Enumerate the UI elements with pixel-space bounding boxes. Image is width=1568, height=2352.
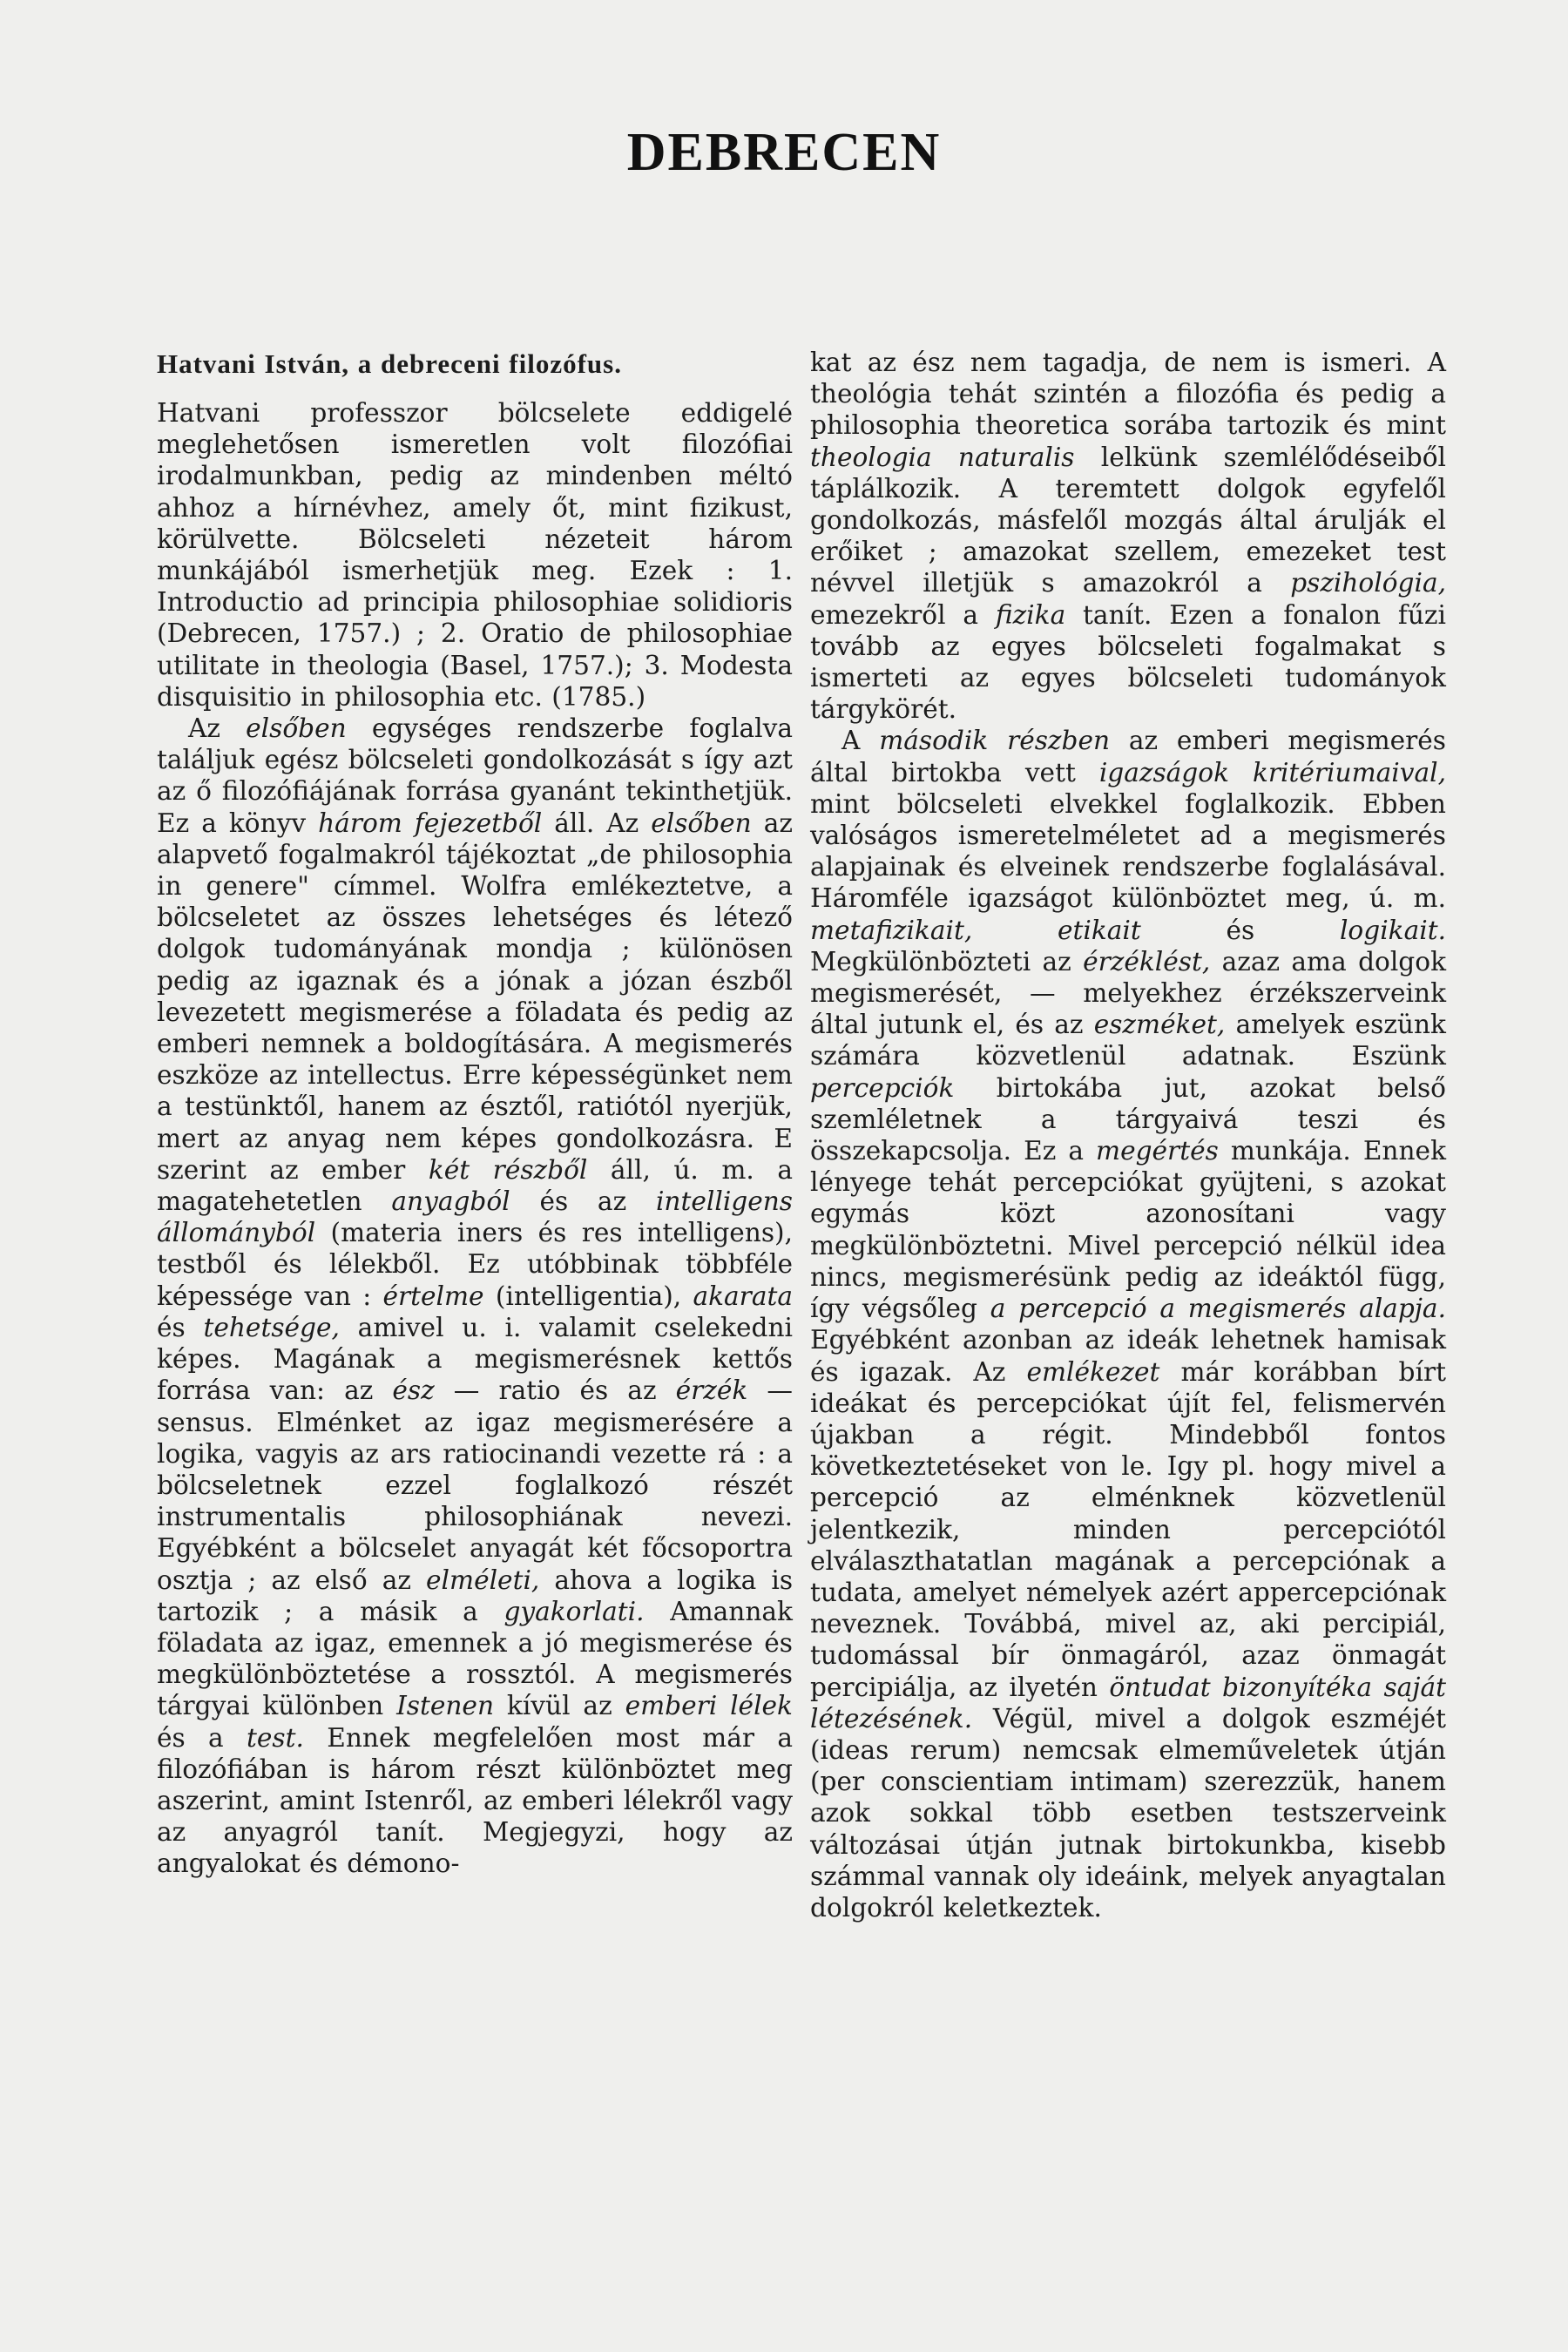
paragraph: Hatvani professzor bölcselete eddigelé meglehetősen ismeretlen volt filozófiai irodalmunkban, pedig az mindenben méltó ahhoz a hírnévhez, amely őt, mint fizikust, körülvette. Bölcseleti nézeteit három munkájából ismerhetjük meg. Ezek : 1. Introductio ad principia philosophiae solidioris (Debrecen, 1757.) ; 2. Oratio de philosophiae utilitate in theologia (Basel, 1757.); 3. Modesta disquisitio in philosophia etc. (1785.) [157,398,793,712]
paragraph: Az elsőben egységes rendszerbe foglalva találjuk egész bölcseleti gondolkozását s így azt az ő filozófiájának forrása gyanánt tekinthetjük. Ez a könyv három fejezetből áll. Az elsőben az alapvető fogalmakról tájékoztat „de philosophia in genere" címmel. Wolfra emlékeztetve, a bölcseletet az összes lehetséges és létező dolgok tudományának mondja ; különösen pedig az igaznak és a jónak a józan észből levezetett megismerése a föladata és pedig az emberi nemnek a boldogítására. A megismerés eszköze az intellectus. Erre képességünket nem a testünktől, hanem az észtől, ratiótól nyerjük, mert az anyag nem képes gondolkozásra. E szerint az ember két részből áll, ú. m. a magatehetetlen anyagból és az intelligens állományból (materia iners és res intelligens), testből és lélekből. Ez utóbbinak többféle képessége van : értelme (intelligentia), akarata és tehetsége, amivel u. i. valamit cselekedni képes. Magának a megismerésnek kettős forrása van: az ész — ratio és az érzék — sensus. Elménket az igaz megismerésére a logika, vagyis az ars ratiocinandi vezette rá : a bölcseletnek ezzel foglalkozó részét instrumentalis philosophiának nevezi. Egyébként a bölcselet anyagát két főcsoportra osztja ; az első az elméleti, ahova a logika is tartozik ; a másik a gyakorlati. Amannak föladata az igaz, emennek a jó megismerése és megkülönböztetése a rossztól. A megismerés tárgyai különben Istenen kívül az emberi lélek és a test. Ennek megfelelően most már a filozófiában is három részt különböztet meg aszerint, amint Istenről, az emberi lélekről vagy az anyagról tanít. Megjegyzi, hogy az angyalokat és démono- [157,713,794,1879]
paragraph: kat az ész nem tagadja, de nem is ismeri. A theológia tehát szintén a filozófia és pedig a philosophia theoretica sorába tartozik és mint theologia naturalis lelkünk szemlélődéseiből táplálkozik. A teremtett dolgok egyfelől gondolkozás, másfelől mozgás által árulják el erőiket ; amazokat szellem, emezeket test névvel illetjük s amazokról a pszihológia, emezekről a fizika tanít. Ezen a fonalon fűzi tovább az egyes bölcseleti fogalmakat s ismerteti az egyes bölcseleti tudományok tárgykörét. [810,348,1446,725]
right-column [810,347,1446,1923]
left-column [157,347,793,1880]
page-header-title: DEBRECEN [626,123,942,182]
paragraph: A második részben az emberi megismerés által birtokba vett igazságok kritériumaival, mint bölcseleti elvekkel foglalkozik. Ebben valóságos ismeretelméletet ad a megismerés alapjainak és elveinek rendszerbe foglalásával. Háromféle igazságot különböztet meg, ú. m. metafizikait, etikait és logikait. Megkülönbözteti az érzéklést, azaz ama dolgok megismerését, — melyekhez érzékszerveink által jutunk el, és az eszméket, amelyek eszünk számára közvetlenül adatnak. Eszünk percepciók birtokába jut, azokat belső szemléletnek a tárgyaivá teszi és összekapcsolja. Ez a megértés munkája. Ennek lényege tehát percepciókat gyüjteni, s azokat egymás közt azonosítani vagy megkülönböztetni. Mivel percepció nélkül idea nincs, megismerésünk pedig az ideáktól függ, így végsőleg a percepció a megismerés alapja. Egyébként azonban az ideák lehetnek hamisak és igazak. Az emlékezet már korábban bírt ideákat és percepciókat újít fel, felismervén újakban a régit. Mindebből fontos következtetéseket von le. Igy pl. hogy mivel a percepció az elménknek közvetlenül jelentkezik, minden percepciótól elválaszthatatlan magának a percepciónak a tudata, amelyet némelyek azért appercepciónak neveznek. Továbbá, mivel az, aki percipiál, tudomással bír önmagáról, azaz önmagát percipiálja, az ilyetén öntudat bizonyítéka saját létezésének. Végül, mivel a dolgok eszméjét (ideas rerum) nemcsak elmeműveletek útján (per conscientiam intimam) szerezzük, hanem azok sokkal több esetben testszerveink változásai útján jutnak birtokunkba, kisebb számmal vannak oly ideáink, melyek anyagtalan dolgokról keletkeztek. [810,726,1447,1923]
article-title: Hatvani István, a debreceni filozófus. [157,348,622,379]
